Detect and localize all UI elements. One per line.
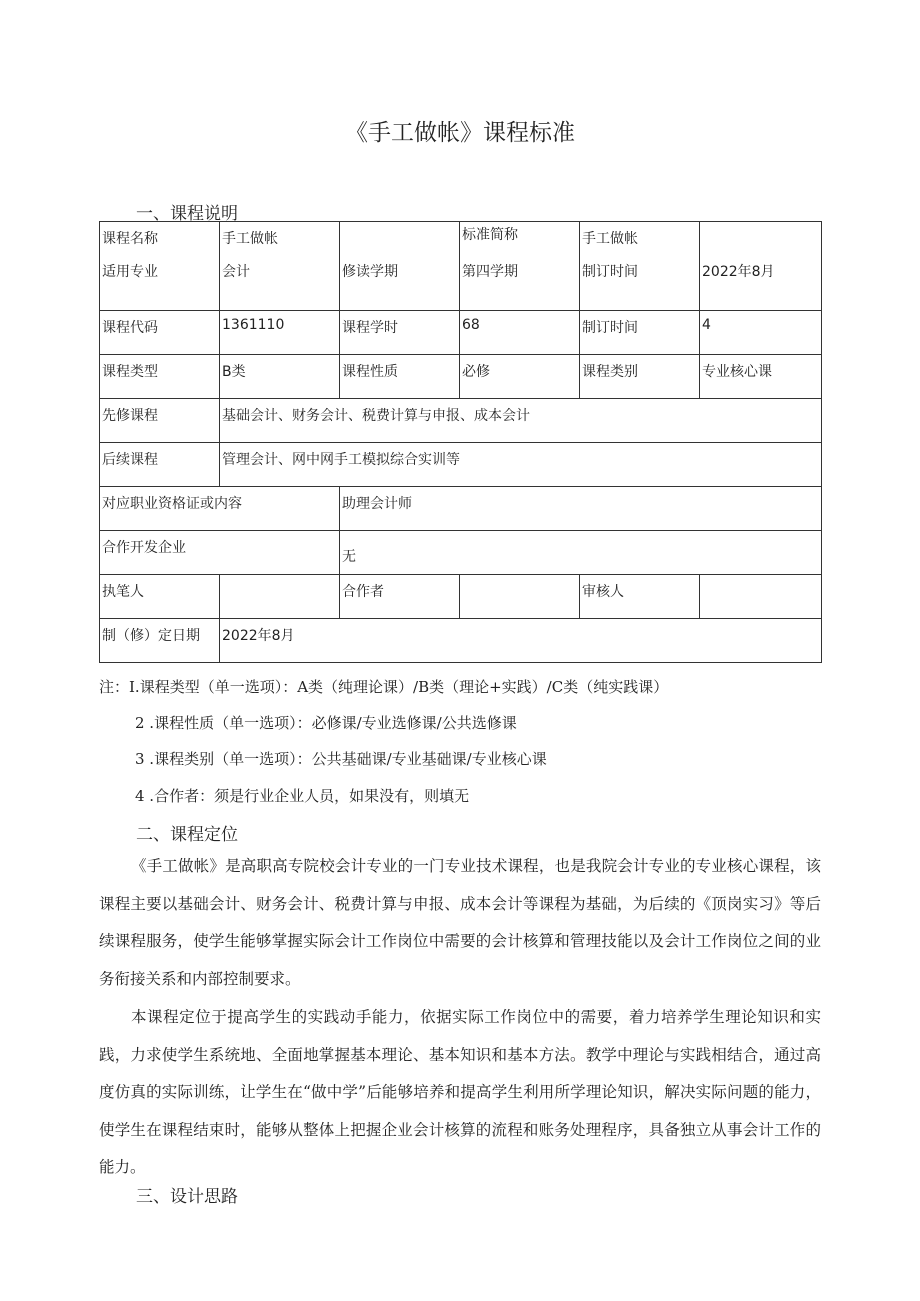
- semester-label-cell: [340, 222, 460, 311]
- standard-abbr-label-cell: [460, 222, 580, 311]
- hours: 68: [460, 311, 580, 355]
- reviewer: [700, 575, 822, 619]
- table-row: [100, 311, 822, 355]
- page-title: 《手工做帐》课程标准: [345, 120, 575, 146]
- note-3: 3 .课程类别（单一选项）：公共基础课/专业基础课/专业核心课: [135, 750, 547, 768]
- table-row: [100, 355, 822, 399]
- followup-label: 后续课程: [100, 443, 220, 487]
- date-label: 制（修）定日期: [100, 619, 220, 663]
- standard-abbr-label: 标准简称: [462, 227, 518, 243]
- nature: 必修: [460, 355, 580, 399]
- table-row: [100, 399, 822, 443]
- partner: [460, 575, 580, 619]
- table-row: [100, 531, 822, 575]
- type-label: 课程类型: [100, 355, 220, 399]
- standard-abbr-cell: [580, 222, 700, 311]
- major: 会计: [222, 264, 250, 280]
- made-time-cell: [700, 222, 822, 311]
- company: 无: [340, 531, 822, 575]
- semester-label: 修读学期: [342, 264, 398, 280]
- blank: [342, 228, 457, 261]
- reviewer-label: 审核人: [580, 575, 700, 619]
- section-heading-design-approach: 三、设计思路: [136, 1187, 238, 1207]
- table-row: [100, 575, 822, 619]
- note-4: 4 .合作者：须是行业企业人员，如果没有，则填无: [135, 787, 470, 805]
- code-label: 课程代码: [100, 311, 220, 355]
- semester: 第四学期: [462, 264, 518, 280]
- prereq: 基础会计、财务会计、税费计算与申报、成本会计: [220, 399, 822, 443]
- made-time-label: 制订时间: [582, 264, 638, 280]
- followup: 管理会计、网中网手工模拟综合实训等: [220, 443, 822, 487]
- prereq-label: 先修课程: [100, 399, 220, 443]
- cert: 助理会计师: [340, 487, 822, 531]
- date: 2022年8月: [220, 619, 822, 663]
- note-1: 注：I.课程类型（单一选项）：A类（纯理论课）/B类（理论+实践）/C类（纯实践课）: [99, 678, 669, 696]
- hours-label: 课程学时: [340, 311, 460, 355]
- made-time-2: 4: [700, 311, 822, 355]
- section-heading-course-positioning: 二、课程定位: [136, 825, 238, 845]
- major-label: 适用专业: [102, 264, 158, 280]
- made-time-label-2: 制订时间: [580, 311, 700, 355]
- blank: [702, 228, 819, 261]
- table-row: [100, 443, 822, 487]
- nature-label: 课程性质: [340, 355, 460, 399]
- course-name-label: 课程名称: [102, 231, 158, 247]
- type: B类: [220, 355, 340, 399]
- author: [220, 575, 340, 619]
- paragraph-positioning-2: 本课程定位于提高学生的实践动手能力，依据实际工作岗位中的需要，着力培养学生理论知识和实践，力求使学生系统地、全面地掌握基本理论、基本知识和基本方法。教学中理论与实践相结合，通过高度仿真的实际训练，让学生在“做中学”后能够培养和提高学生利用所学理论知识，解决实际问题的能力，使学生在课程结束时，能够从整体上把握企业会计核算的流程和账务处理程序，具备独立从事会计工作的能力。: [99, 1008, 821, 1176]
- table-row: [100, 487, 822, 531]
- category-label: 课程类别: [580, 355, 700, 399]
- code: 1361110: [220, 311, 340, 355]
- made-time: 2022年8月: [702, 264, 775, 280]
- cert-label: 对应职业资格证或内容: [100, 487, 340, 531]
- author-label: 执笔人: [100, 575, 220, 619]
- section-heading-course-description: 一、课程说明: [136, 204, 238, 224]
- course-name-label-cell: [100, 222, 220, 311]
- table-row: [100, 222, 822, 311]
- standard-abbr: 手工做帐: [582, 231, 638, 247]
- course-info-table: [99, 221, 822, 663]
- category: 专业核心课: [700, 355, 822, 399]
- partner-label: 合作者: [340, 575, 460, 619]
- course-name-cell: [220, 222, 340, 311]
- note-2: 2 .课程性质（单一选项）：必修课/专业选修课/公共选修课: [135, 714, 517, 732]
- paragraph-positioning-1: 《手工做帐》是高职高专院校会计专业的一门专业技术课程，也是我院会计专业的专业核心课程，该课程主要以基础会计、财务会计、税费计算与申报、成本会计等课程为基础，为后续的《顶岗实习》等后续课程服务，使学生能够掌握实际会计工作岗位中需要的会计核算和管理技能以及会计工作岗位之间的业务衔接关系和内部控制要求。: [99, 857, 821, 988]
- course-name: 手工做帐: [222, 231, 278, 247]
- table-row: [100, 619, 822, 663]
- company-label: 合作开发企业: [100, 531, 340, 575]
